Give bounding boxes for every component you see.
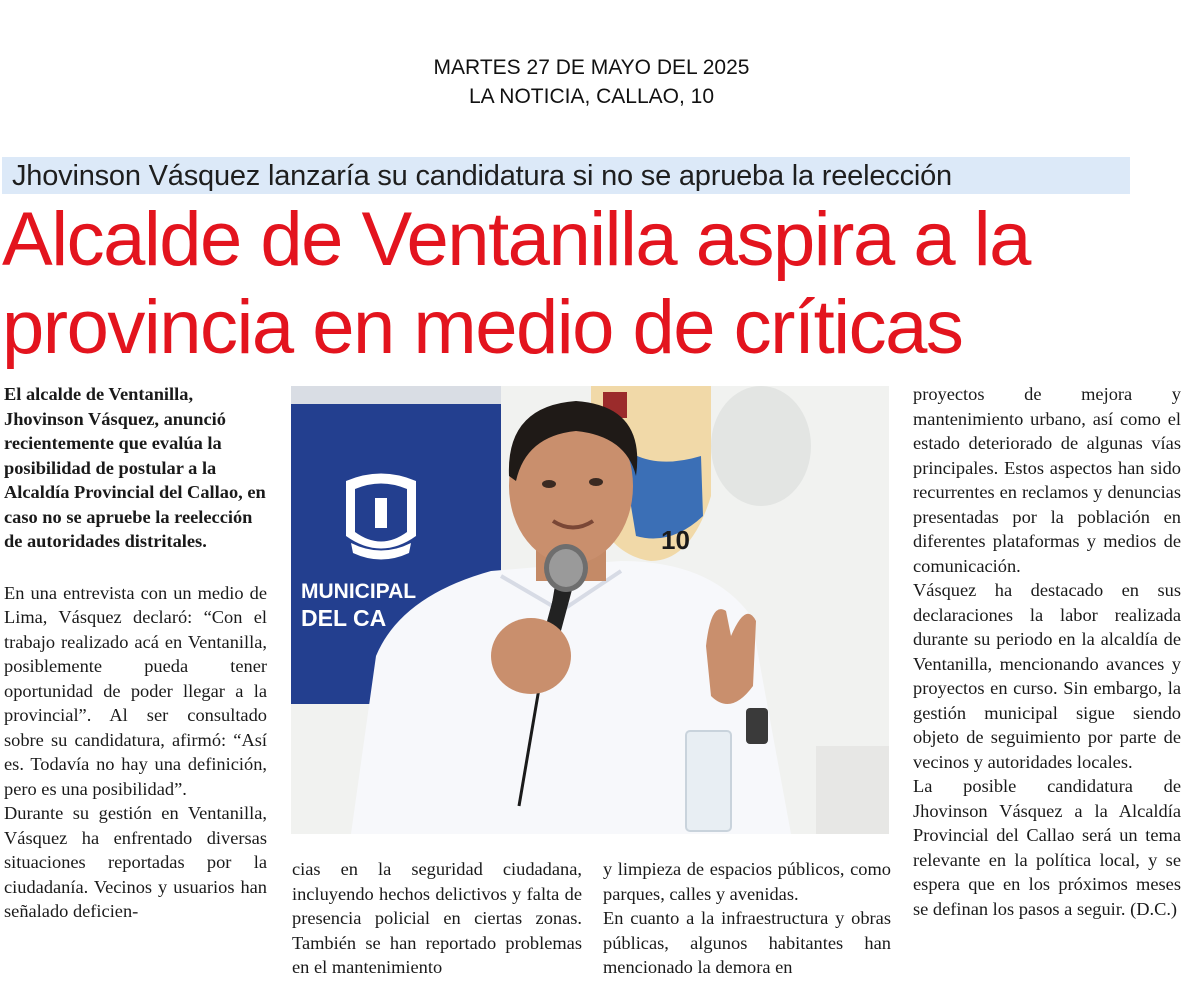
article-photo [291, 386, 889, 834]
banner-text-1: MUNICIPAL [301, 580, 417, 603]
water-glass [686, 731, 731, 831]
section-line: LA NOTICIA, CALLAO, 10 [468, 85, 715, 108]
body-paragraph: y limpieza de espacios públicos, como parques, calles y avenidas. [603, 859, 891, 904]
date-line: MARTES 27 DE MAYO DEL 2025 [433, 56, 750, 79]
lead-paragraph: El alcalde de Ventanilla, Jhovinson Vásquez, anunció recientemente que evalúa la posibilidad de postular a la Alcaldía Provincial del Callao, en caso no se apruebe la reelección de autoridades distritales. [4, 384, 266, 551]
article-column-3 [603, 857, 891, 980]
article-column-2 [292, 857, 582, 980]
body-paragraph: proyectos de mejora y mantenimiento urbano, así como el estado deteriorado de algunas vías principales. Estos aspectos han sido recurrentes en reclamos y denuncias presentadas por la población en diferentes plataformas y medios de comunicación. [913, 384, 1181, 576]
kicker-text: Jhovinson Vásquez lanzaría su candidatura si no se aprueba la reelección [12, 160, 952, 192]
photo-illustration [291, 386, 889, 834]
headline-line-1: Alcalde de Ventanilla aspira a la [2, 197, 1030, 282]
banner-text-2: DEL CA [301, 605, 387, 631]
body-paragraph: cias en la seguridad ciudadana, incluyendo hechos delictivos y falta de presencia policial en ciertas zonas. También se han reportado problemas en el mantenimiento [292, 859, 582, 977]
body-paragraph: En una entrevista con un medio de Lima, Vásquez declaró: “Con el trabajo realizado acá en Ventanilla, posiblemente pueda tener oportunidad de poder llegar a la provincial”. Al ser consultado sobre su candidatura, afirmó: “Así es. Todavía no hay una definición, pero es una posibilidad”. [4, 582, 267, 799]
headline-line-2: provincia en medio de críticas [2, 285, 963, 370]
body-paragraph: Durante su gestión en Ventanilla, Vásquez ha enfrentado diversas situaciones reportadas por la ciudadanía. Vecinos y usuarios han señalado deficien- [4, 803, 267, 921]
body-paragraph: La posible candidatura de Jhovinson Vásquez a la Alcaldía Provincial del Callao será un tema relevante en la política local, y se espera que en los próximos meses se definan los pasos a seguir. (D.C.) [913, 776, 1181, 919]
headline [2, 196, 1182, 372]
article-column-1 [4, 382, 267, 924]
shield-icon [346, 474, 416, 560]
crest-number: 10 [661, 525, 690, 555]
article-column-4 [913, 382, 1181, 921]
kicker-bar [2, 157, 1130, 194]
body-paragraph: Vásquez ha destacado en sus declaraciones la labor realizada durante su periodo en la alcaldía de Ventanilla, mencionando avances y proyectos en curso. Sin embargo, la gestión municipal sigue siendo objeto de seguimiento por parte de vecinos y autoridades locales. [913, 580, 1181, 772]
body-paragraph: En cuanto a la infraestructura y obras públicas, algunos habitantes han mencionado la demora en [603, 908, 891, 977]
